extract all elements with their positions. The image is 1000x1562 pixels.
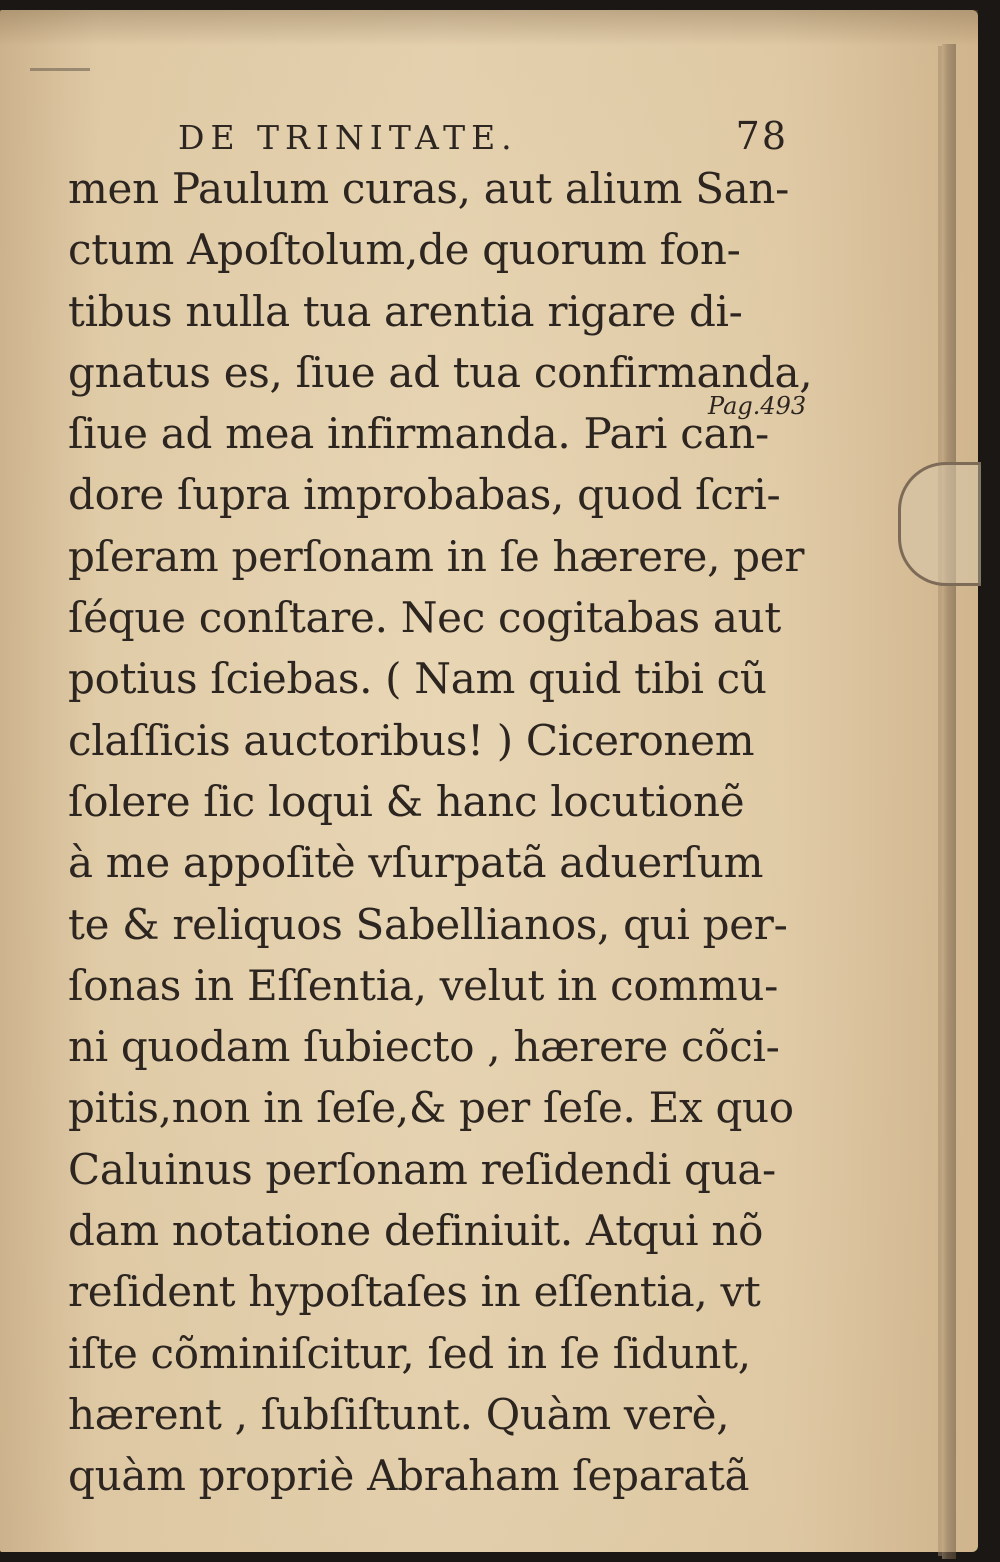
text-line: ſiue ad mea infirmanda. Pari can- <box>68 409 769 459</box>
ink-smudge <box>30 68 90 71</box>
text-line: gnatus es, ſiue ad tua confirmanda, <box>68 347 813 397</box>
text-line: ctum Apoſtolum,de quorum fon- <box>68 225 741 275</box>
running-head <box>178 114 788 164</box>
paper-leaf <box>0 10 978 1552</box>
top-shadow <box>0 10 978 46</box>
text-line: iſte cõminiſcitur, ſed in ſe ſidunt, <box>68 1328 751 1378</box>
text-line: à me appoſitè vſurpatã aduerſum <box>68 838 764 888</box>
page-number: 78 <box>735 114 788 158</box>
text-line: pſeram perſonam in ſe hærere, per <box>68 531 805 581</box>
marginal-note: Pag.493 <box>708 392 807 420</box>
text-line: potius ſciebas. ( Nam quid tibi cũ <box>68 654 767 704</box>
text-line: ſonas in Eſſentia, velut in commu- <box>68 960 778 1010</box>
text-line: pitis,non in ſeſe,& per ſeſe. Ex quo <box>68 1083 794 1133</box>
text-line: quàm propriè Abraham ſeparatã <box>68 1451 750 1501</box>
text-line: Caluinus perſonam reſidendi qua- <box>68 1144 776 1194</box>
paper-clip-mark <box>898 462 981 586</box>
text-line: men Paulum curas, aut alium San- <box>68 164 790 213</box>
text-line: dam notatione definiuit. Atqui nõ <box>68 1206 764 1256</box>
text-line: reſident hypoſtaſes in eſſentia, vt <box>68 1267 761 1317</box>
text-line: dore ſupra improbabas, quod ſcri- <box>68 470 781 520</box>
text-line: ni quodam ſubiecto , hærere cõci- <box>68 1022 780 1072</box>
page-edge-inner <box>938 46 942 1556</box>
text-line: tibus nulla tua arentia rigare di- <box>68 286 743 336</box>
text-line: ſolere ſic loqui & hanc locutionẽ <box>68 776 745 826</box>
text-line: claſſicis auctoribus! ) Ciceronem <box>68 715 755 765</box>
text-line: hærent , ſubſiſtunt. Quàm verè, <box>68 1389 730 1439</box>
text-line: ſéque conſtare. Nec cogitabas aut <box>68 593 781 643</box>
page-edge <box>942 44 956 1559</box>
text-line: te & reliquos Sabellianos, qui per- <box>68 899 788 949</box>
running-head-title: DE TRINITATE. <box>178 118 518 157</box>
